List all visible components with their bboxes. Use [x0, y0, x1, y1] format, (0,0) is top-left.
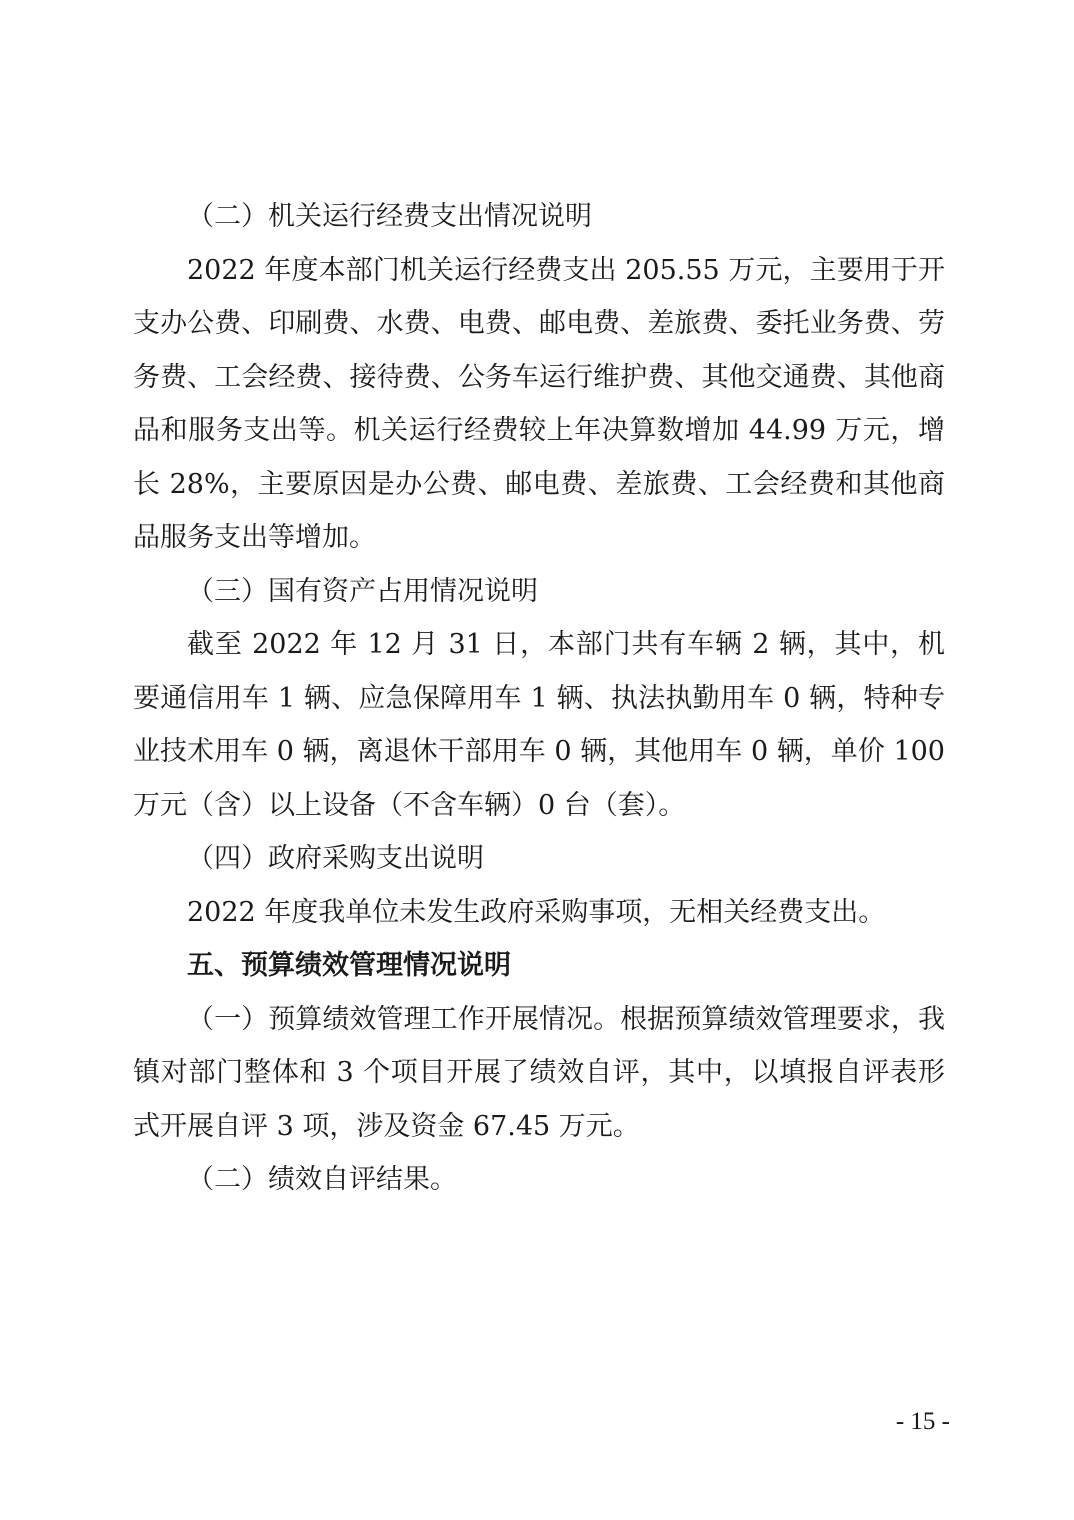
subheading-self-evaluation-results: （二）绩效自评结果。	[187, 1164, 457, 1195]
subheading-state-assets: （三）国有资产占用情况说明	[187, 575, 538, 607]
paragraph-state-assets: 截至 2022 年 12 月 31 日，本部门共有车辆 2 辆，其中，机要通信用车 1 辆、应急保障用车 1 辆、执法执勤用车 0 辆，特种专业技术用车 0 辆，离退休干部用车 0 辆，其他用车 0 辆，单价 100 万元（含）以上设备（不含车辆）0 台（套）。	[133, 629, 945, 821]
paragraph-government-procurement: 2022 年度我单位未发生政府采购事项，无相关经费支出。	[187, 896, 886, 928]
document-body	[133, 190, 945, 1207]
subheading-government-procurement: （四）政府采购支出说明	[187, 843, 484, 874]
section-heading-performance: 五、预算绩效管理情况说明	[187, 950, 511, 981]
subheading-operating-expenses: （二）机关运行经费支出情况说明	[187, 201, 592, 232]
page-number: - 15 -	[895, 1408, 950, 1435]
paragraph-performance-work: （一）预算绩效管理工作开展情况。根据预算绩效管理要求，我镇对部门整体和 3 个项目开展了绩效自评，其中，以填报自评表形式开展自评 3 项，涉及资金 67.45 万元。	[133, 1003, 945, 1142]
paragraph-operating-expenses: 2022 年度本部门机关运行经费支出 205.55 万元，主要用于开支办公费、印刷费、水费、电费、邮电费、差旅费、委托业务费、劳务费、工会经费、接待费、公务车运行维护费、其他交通费、其他商品和服务支出等。机关运行经费较上年决算数增加 44.99 万元，增长 28%，主要原因是办公费、邮电费、差旅费、工会经费和其他商品服务支出等增加。	[133, 254, 945, 553]
